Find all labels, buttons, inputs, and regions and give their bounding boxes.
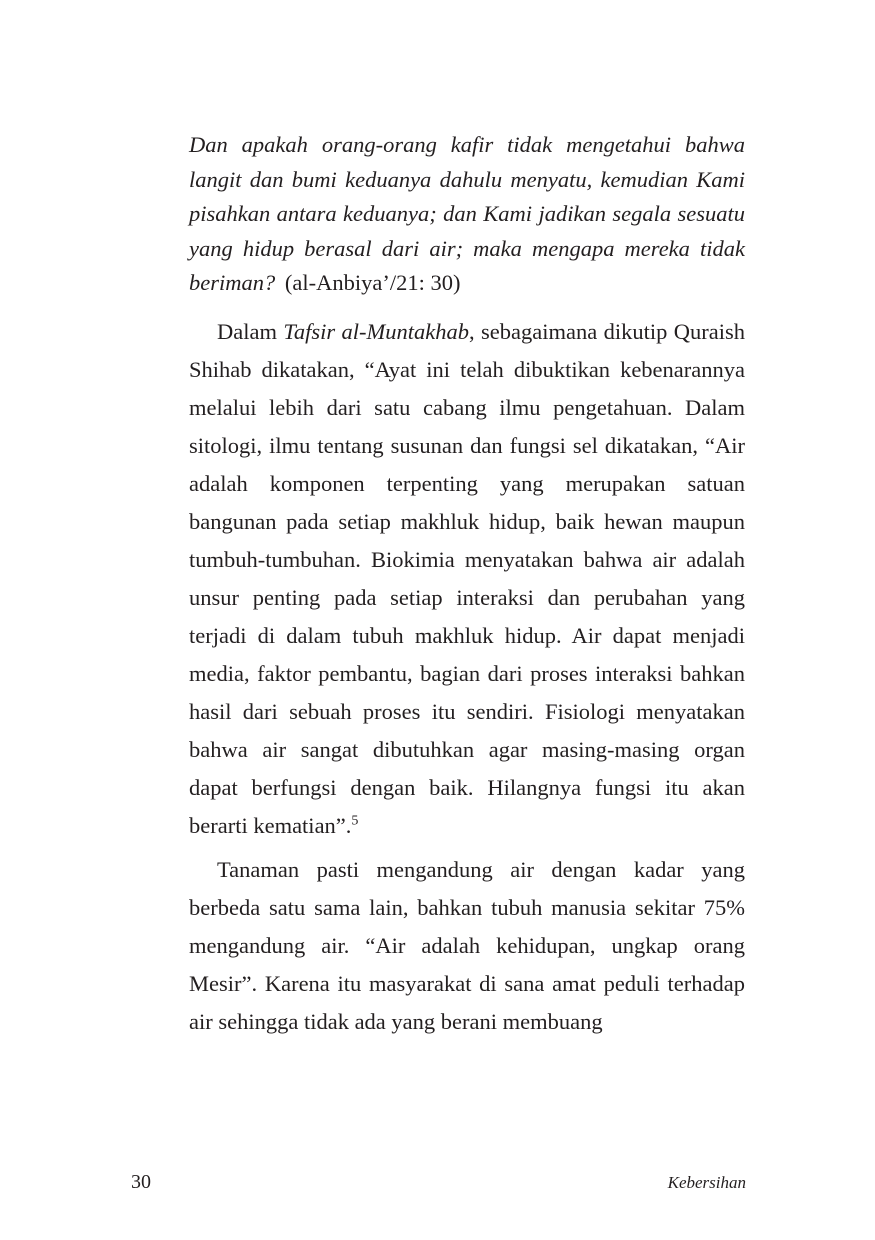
footnote-marker[interactable]: 5: [351, 813, 359, 828]
verse-text: Dan apakah orang-orang kafir tidak mengetahui bahwa langit dan bumi keduanya dahulu menyatu, kemudian Kami pisahkan antara keduanya; dan Kami jadikan segala sesuatu yang hidup berasal dari air; maka mengapa mereka tidak beriman?: [189, 132, 745, 295]
running-title: Kebersihan: [667, 1173, 746, 1192]
paragraph-tafsir: [189, 313, 745, 845]
paragraph-water: Tanaman pasti mengandung air dengan kadar yang berbeda satu sama lain, bahkan tubuh manusia sekitar 75% mengandung air. “Air adalah kehidupan, ungkap orang Mesir”. Karena itu masyarakat di sana amat peduli terhadap air sehingga tidak ada yang berani membuang: [189, 856, 745, 1034]
page-number: 30: [131, 1171, 151, 1193]
paragraph-body: , sebagaimana dikutip Quraish Shihab dikatakan, “Ayat ini telah dibuktikan kebenarannya melalui lebih dari satu cabang ilmu pengetahuan. Dalam sitologi, ilmu tentang susunan dan fungsi sel dikatakan, “Air adalah komponen terpenting yang merupakan satuan bangunan pada setiap makhluk hidup, baik hewan maupun tumbuh-tumbuhan. Biokimia menyatakan bahwa air adalah unsur penting pada setiap interaksi dan perubahan yang terjadi di dalam tubuh makhluk hidup. Air dapat menjadi media, faktor pembantu, bagian dari proses interaksi bahkan hasil dari sebuah proses itu sendiri. Fisiologi menyatakan bahwa air sangat dibutuhkan agar masing-masing organ dapat berfungsi dengan baik. Hilangnya fungsi itu akan berarti kematian”.: [189, 318, 745, 838]
paragraph-intro: Dalam: [217, 318, 284, 344]
body-text: [189, 128, 745, 1047]
quran-verse-translation: [189, 128, 745, 301]
verse-reference: (al-Anbiya’/21: 30): [284, 270, 461, 295]
book-title-tafsir: Tafsir al-Muntakhab: [283, 318, 469, 344]
